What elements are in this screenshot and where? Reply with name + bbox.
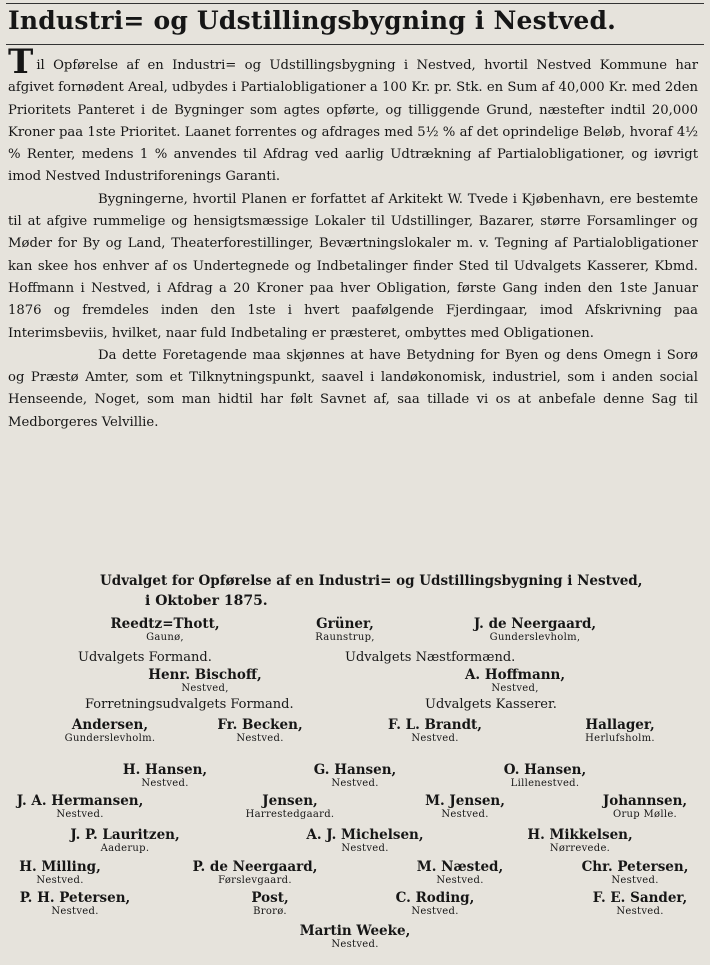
signatory-place: Nestved. (616, 906, 664, 917)
signatory-place: Lillenestved. (510, 778, 580, 789)
signatory-place: Gunderslevholm. (64, 733, 156, 744)
signatory-place: Nestved. (441, 809, 489, 820)
drop-cap: T (8, 42, 34, 82)
signatory-place: Herlufsholm. (585, 733, 655, 744)
signatory (280, 923, 430, 951)
signatory-place: Førslevgaard. (218, 875, 292, 886)
signatory (570, 859, 700, 887)
signatory-place: Harrestedgaard. (245, 809, 335, 820)
signatory-name: J. P. Lauritzen, (70, 827, 180, 843)
signatory-place: Nestved. (36, 875, 84, 886)
signatory-name: Andersen, (71, 717, 149, 733)
signatory-name: Jensen, (262, 793, 318, 809)
signatory-name: O. Hansen, (503, 762, 587, 778)
signatory-place: Nestved, (491, 683, 539, 694)
signatory-place: Gunderslevholm, (489, 632, 581, 643)
signatory-place: Raunstrup, (315, 632, 375, 643)
role-treasurer: Udvalgets Kasserer. (425, 697, 557, 712)
signatory-name: Johannsen, (602, 793, 688, 809)
signatory-name: Henr. Bischoff, (148, 667, 262, 683)
signatory-place: Aaderup. (100, 843, 150, 854)
signatory-name: Fr. Becken, (217, 717, 303, 733)
signatory-name: P. H. Petersen, (19, 890, 131, 906)
signatory-name: H. Hansen, (122, 762, 208, 778)
signatory (445, 667, 585, 695)
committee-heading: Udvalget for Opførelse af en Industri= og Udstillingsbygning i Nestved, (100, 573, 643, 589)
signatory-name: F. E. Sander, (592, 890, 688, 906)
signatory (230, 793, 350, 821)
signatory-name: Post, (251, 890, 289, 906)
signatory-name: H. Milling, (19, 859, 101, 875)
signatory-name: H. Mikkelsen, (527, 827, 633, 843)
signatory-place: Nestved. (611, 875, 659, 886)
signatory-place: Orup Mølle. (612, 809, 678, 820)
signatory-name: Chr. Petersen, (581, 859, 689, 875)
role-chair: Udvalgets Formand. (78, 650, 212, 665)
signatory-place: Nestved. (331, 778, 379, 789)
signatory-name: Reedtz=Thott, (110, 616, 220, 632)
signatory-place: Nestved. (141, 778, 189, 789)
signatory (480, 762, 610, 790)
signatory (365, 717, 505, 745)
signatory-place: Nørrevede. (549, 843, 611, 854)
signatory-name: J. de Neergaard, (473, 616, 597, 632)
signatory-place: Nestved. (341, 843, 389, 854)
signatory (555, 717, 685, 745)
signatory (125, 667, 285, 695)
headline: Industri= og Udstillingsbygning i Nestved. (8, 6, 617, 35)
signatory-place: Nestved. (411, 733, 459, 744)
signatory (515, 827, 645, 855)
paragraph-1: Til Opførelse af en Industri= og Udstillingsbygning i Nestved, hvortil Nestved Kommune har afgivet fornødent Areal, udbydes i Partialobligationer a 100 Kr. pr. Stk. en Sum af 40,000 Kr. med 2den Prioritets Panteret i de Bygninger som agtes opførte, og tilliggende Grund, næstefter indtil 20,000 Kroner paa 1ste Prioritet. Laanet forrentes og afdrages med 5½ % af det oprindelige Beløb, hvoraf 4½ % Renter, medens 1 % anvendes til Afdrag ved aarlig Udtrækning af Partialobligationer, og iøvrigt imod Nestved Industriforenings Garanti. (8, 42, 698, 185)
signatory (580, 890, 700, 918)
signatory-name: A. Hoffmann, (464, 667, 566, 683)
signatory-place: Nestved. (56, 809, 104, 820)
signatory (445, 616, 625, 644)
signatory-name: A. J. Michelsen, (306, 827, 424, 843)
paragraph-2: Bygningerne, hvortil Planen er forfattet af Arkitekt W. Tvede i Kjøbenhavn, ere bestemte til at afgive rummelige og hensigtsmæssige Lokaler til Udstillinger, Bazarer, større Forsamlinger og Møder for By og Land, Theaterforestillinger, Beværtningslokaler m. v. Tegning af Partialobligationer kan skee hos enhver af os Undertegnede og Indbetalinger finder Sted til Udvalgets Kasserer, Kbmd. Hoffmann i Nestved, i Afdrag a 20 Kroner paa hver Obligation, første Gang inden den 1ste Januar 1876 og fremdeles inden den 1ste i hvert paafølgende Fjerdingaar, imod Afskrivning paa Interimsbeviis, hvilket, naar fuld Indbetaling er præsteret, ombyttes med Obligationen. (8, 191, 698, 341)
signatory (285, 827, 445, 855)
signatory-name: C. Roding, (395, 890, 475, 906)
role-executive-chair: Forretningsudvalgets Formand. (85, 697, 294, 712)
signatory (5, 793, 155, 821)
signatory-name: J. A. Hermansen, (16, 793, 144, 809)
signatory-place: Nestved. (436, 875, 484, 886)
signatory-name: Martin Weeke, (299, 923, 411, 939)
signatory (380, 890, 490, 918)
signatory (50, 827, 200, 855)
signatory-name: Grüner, (316, 616, 374, 632)
article-body (8, 42, 698, 434)
signatory (405, 859, 515, 887)
signatory (95, 616, 235, 644)
signatory (290, 616, 400, 644)
signatory (5, 890, 145, 918)
signatory-place: Nestved. (236, 733, 284, 744)
signatory-name: M. Næsted, (416, 859, 504, 875)
paragraph-3: Da dette Foretagende maa skjønnes at have Betydning for Byen og dens Omegn i Sorø og Præstø Amter, som et Tilknytningspunkt, saavel i landøkonomisk, industriel, som i anden social Henseende, Noget, som man hidtil har følt Savnet af, saa tillade vi os at anbefale denne Sag til Medborgeres Velvillie. (8, 347, 698, 430)
signatory-name: F. L. Brandt, (388, 717, 482, 733)
date-line: i Oktober 1875. (145, 593, 268, 609)
signatory (5, 859, 115, 887)
signatory-name: Hallager, (585, 717, 655, 733)
signatory-name: P. de Neergaard, (192, 859, 318, 875)
signatory-place: Nestved, (181, 683, 229, 694)
role-vice-chair: Udvalgets Næstformænd. (345, 650, 516, 665)
top-rule (6, 3, 704, 4)
signatory (200, 717, 320, 745)
signatory (290, 762, 420, 790)
signatory-place: Nestved. (331, 939, 379, 950)
signatory (230, 890, 310, 918)
signatory (175, 859, 335, 887)
signatory (100, 762, 230, 790)
signatory (585, 793, 705, 821)
signatory (405, 793, 525, 821)
signatory-name: M. Jensen, (425, 793, 505, 809)
signatory-place: Nestved. (411, 906, 459, 917)
signatory-place: Nestved. (51, 906, 99, 917)
title-rule (6, 44, 704, 45)
signatory-place: Gaunø, (146, 632, 184, 643)
signatory-place: Brorø. (253, 906, 287, 917)
signatory (35, 717, 185, 745)
signatory-name: G. Hansen, (313, 762, 397, 778)
